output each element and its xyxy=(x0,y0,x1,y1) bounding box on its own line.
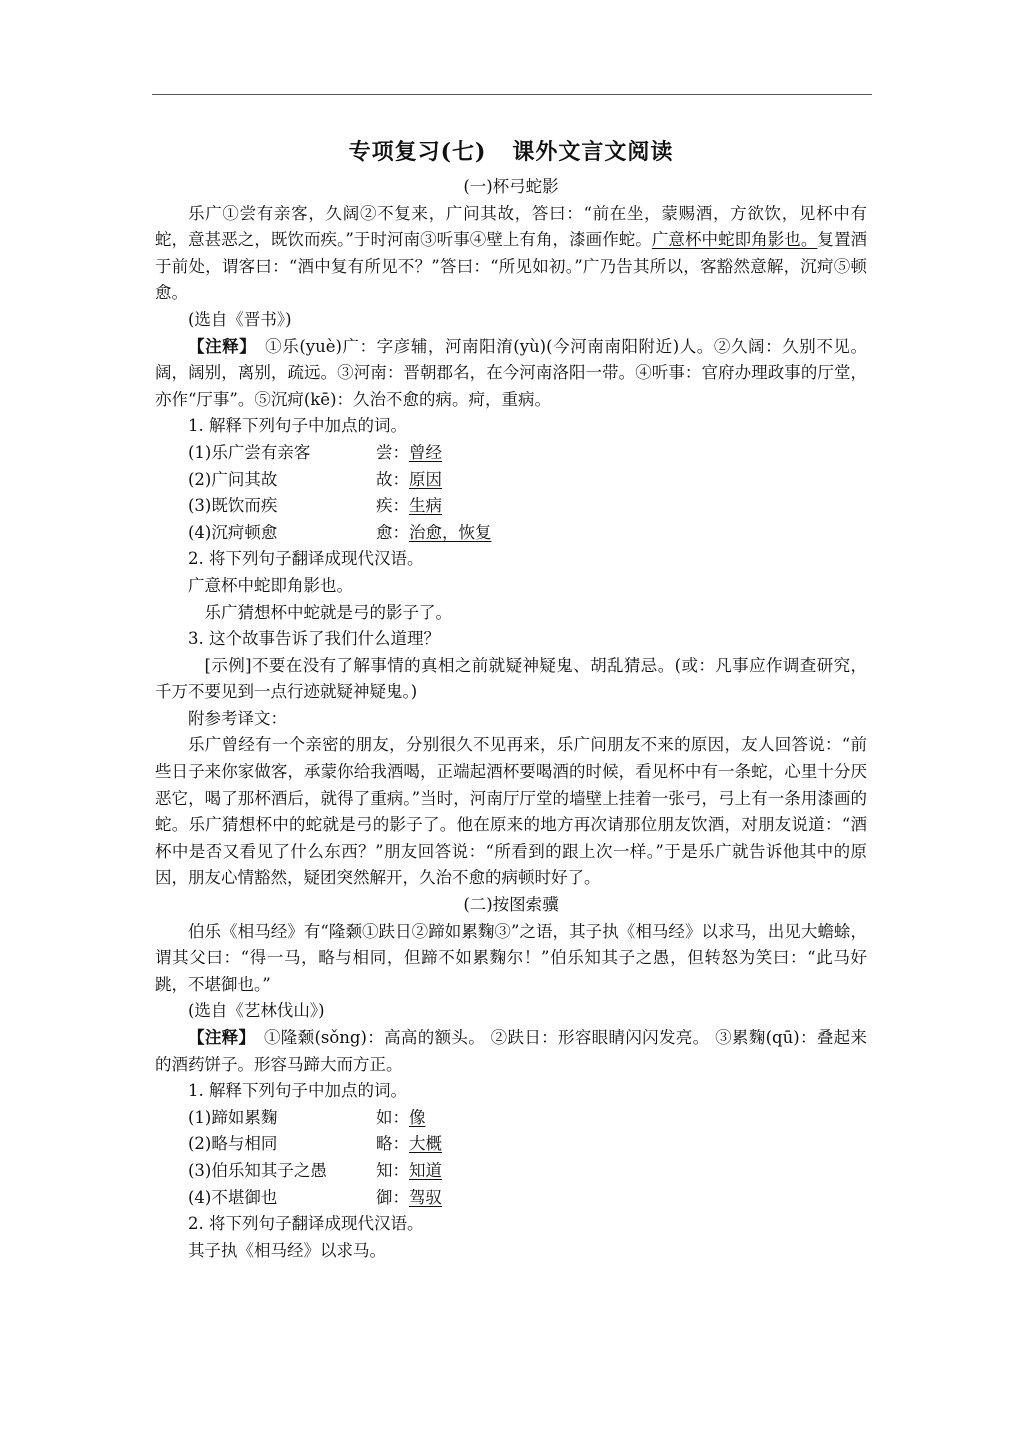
page-title xyxy=(155,130,867,174)
section-1-q1: 1. 解释下列句子中加点的词。 xyxy=(188,416,407,436)
answer: 治愈，恢复 xyxy=(409,522,492,542)
q1-item: (3)伯乐知其子之愚 知：知道 xyxy=(188,1160,442,1180)
answer: 生病 xyxy=(409,496,442,516)
section-2-text: 伯乐《相马经》有“隆颡①趺日②蹄如累麴③”之语，其子执《相马经》以求马，出见大蟾蜍，谓其父曰：“得一马，略与相同，但蹄不如累麴尔！”伯乐知其子之愚，但转怒为笑曰：“此马好跳，不堪御也。” xyxy=(155,921,867,994)
section-2-q1: 1. 解释下列句子中加点的词。 xyxy=(188,1081,407,1101)
section-1-text xyxy=(155,201,867,307)
answer: 原因 xyxy=(409,469,442,489)
q1-item: (4)沉疴顿愈 愈：治愈，恢复 xyxy=(188,522,492,542)
title-sub: 课外文言文阅读 xyxy=(512,139,674,165)
section-2-q2-sentence: 其子执《相马经》以求马。 xyxy=(188,1240,386,1260)
note-label: 【注释】 xyxy=(188,1028,248,1047)
q1-item: (2)略与相同 略：大概 xyxy=(188,1134,442,1154)
section-1-q2-sentence: 广意杯中蛇即角影也。 xyxy=(188,575,353,595)
note-text: ①隆颡(sǒng)：高高的额头。 ②趺日：形容眼睛闪闪发亮。 ③累麴(qū)：叠起来的酒药饼子。形容马蹄大而方正。 xyxy=(155,1028,868,1074)
document-page xyxy=(155,130,867,1264)
section-1-q3: 3. 这个故事告诉了我们什么道理？ xyxy=(188,629,440,649)
title-main: 专项复习(七) xyxy=(348,139,487,165)
q1-item: (1)蹄如累麴 如：像 xyxy=(188,1107,426,1127)
section-2-source: (选自《艺林伐山》) xyxy=(188,1001,325,1021)
q1-item: (1)乐广尝有亲客 尝：曾经 xyxy=(188,442,442,462)
section-1-source: (选自《晋书》) xyxy=(188,309,292,329)
section-2-note xyxy=(155,1025,867,1078)
answer: 曾经 xyxy=(409,442,442,462)
answer: 知道 xyxy=(409,1160,442,1180)
answer: 驾驭 xyxy=(409,1187,442,1207)
section-1-text-a: 乐广①尝有亲客，久阔②不复来，广问其故，答曰：“前在坐，蒙赐酒，方欲饮，见杯中有蛇，意甚恶之，既饮而疾。”于时河南③听事④壁上有角，漆画作蛇。 xyxy=(155,203,867,250)
section-1-q3-answer: [示例]不要在没有了解事情的真相之前就疑神疑鬼、胡乱猜忌。(或：凡事应作调查研究，千万不要见到一点行迹就疑神疑鬼。) xyxy=(155,655,867,702)
q1-item: (4)不堪御也 御：驾驭 xyxy=(188,1187,442,1207)
header-rule xyxy=(152,94,872,95)
section-1-heading: (一)杯弓蛇影 xyxy=(463,177,559,196)
answer: 像 xyxy=(409,1107,426,1127)
section-1-text-underlined: 广意杯中蛇即角影也。 xyxy=(651,230,818,250)
section-1-note xyxy=(155,334,867,414)
q1-item: (2)广问其故 故：原因 xyxy=(188,469,442,489)
note-text: ①乐(yuè)广：字彦辅，河南阳淯(yù)(今河南南阳附近)人。②久阔：久别不见。阔，阔别，离别，疏远。③河南：晋朝郡名，在今河南洛阳一带。④听事：官府办理政事的厅堂，亦作“厅事”。⑤沉疴(kē)：久治不愈的病。疴，重病。 xyxy=(155,336,868,409)
note-label: 【注释】 xyxy=(188,336,249,356)
answer: 大概 xyxy=(409,1134,442,1154)
section-1-text-b: 复置酒于前处，谓客曰：“酒中复有所见不？”答曰：“所见如初。”广乃告其所以，客豁然意解，沉疴⑤顿愈。 xyxy=(155,230,868,303)
section-1-q2-answer: 乐广猜想杯中蛇就是弓的影子了。 xyxy=(204,602,452,622)
q1-item: (3)既饮而疾 疾：生病 xyxy=(188,496,442,516)
reference-label: 附参考译文： xyxy=(188,708,287,728)
section-1-q2: 2. 将下列句子翻译成现代汉语。 xyxy=(188,549,424,569)
section-2-q2: 2. 将下列句子翻译成现代汉语。 xyxy=(188,1214,424,1234)
reference-translation: 乐广曾经有一个亲密的朋友，分别很久不见再来，乐广问朋友不来的原因，友人回答说：“前些日子来你家做客，承蒙你给我酒喝，正端起酒杯要喝酒的时候，看见杯中有一条蛇，心里十分厌恶它，喝了那杯酒后，就得了重病。”当时，河南厅厅堂的墙壁上挂着一张弓，弓上有一条用漆画的蛇。乐广猜想杯中的蛇就是弓的影子了。他在原来的地方再次请那位朋友饮酒，对朋友说道：“酒杯中是否又看见了什么东西？”朋友回答说：“所看到的跟上次一样。”于是乐广就告诉他其中的原因，朋友心情豁然，疑团突然解开，久治不愈的病顿时好了。 xyxy=(155,735,867,888)
section-2-heading: (二)按图索骥 xyxy=(463,895,559,915)
